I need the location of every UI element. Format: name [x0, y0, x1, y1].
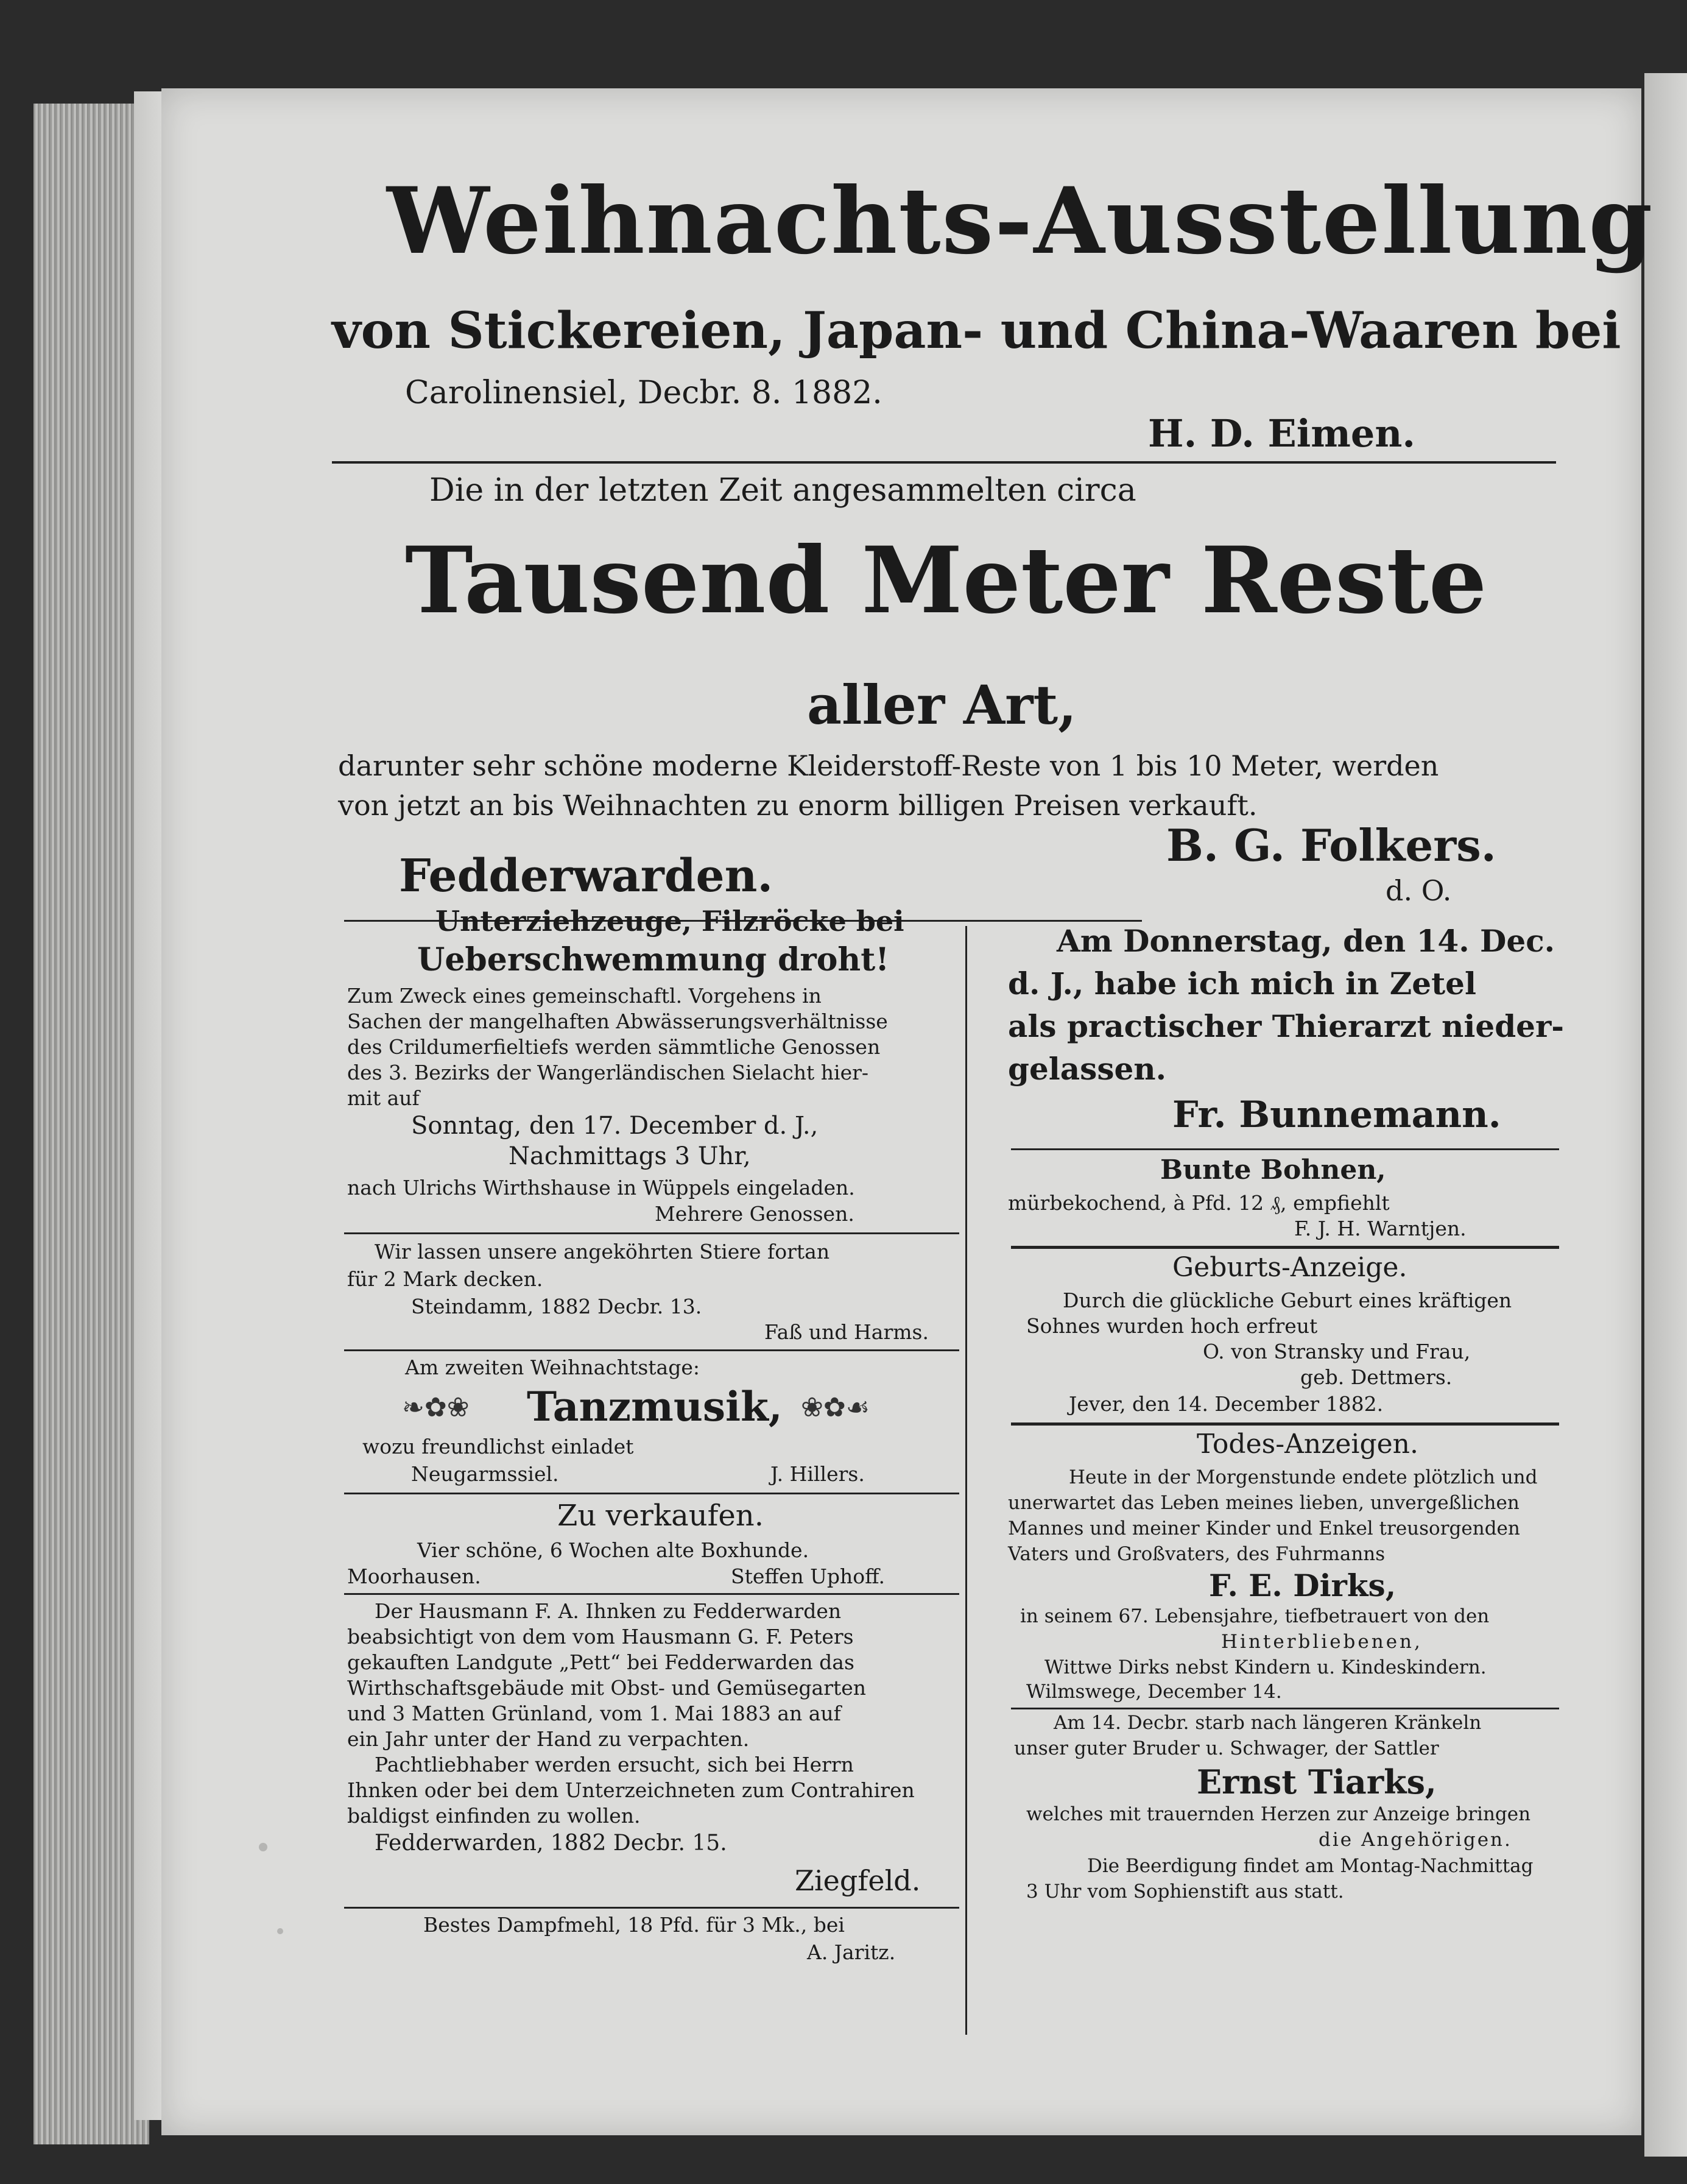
pacht-line-9: baldigst einfinden zu wollen.	[347, 1804, 641, 1828]
stiere-line-2: für 2 Mark decken.	[347, 1267, 543, 1291]
flood-title: Ueberschwemmung droht!	[417, 941, 890, 978]
bohnen-line: mürbekochend, à Pfd. 12 ₰, empfiehlt	[1008, 1191, 1390, 1215]
tanz-line: wozu freundlichst einladet	[362, 1435, 634, 1458]
flood-signature: Mehrere Genossen.	[655, 1202, 854, 1226]
divider	[344, 1907, 959, 1909]
page-title: Weihnachts-Ausstellung	[387, 168, 1654, 275]
header-firm: H. D. Eimen.	[1148, 411, 1415, 456]
tiarks-line-6: 3 Uhr vom Sophienstift aus statt.	[1026, 1881, 1344, 1903]
verkauf-place: Moorhausen.	[347, 1564, 481, 1588]
divider	[1011, 1708, 1559, 1709]
flood-line-1: Zum Zweck eines gemeinschaftl. Vorgehens in	[347, 984, 822, 1008]
folkers-line-1: darunter sehr schöne moderne Kleiderstoff-Reste von 1 bis 10 Meter, werden	[338, 749, 1439, 782]
tierarzt-line-3: als practischer Thierarzt nieder-	[1008, 1008, 1565, 1044]
tod-line-4: Vaters und Großvaters, des Fuhrmanns	[1008, 1543, 1386, 1565]
tiarks-line-1: Am 14. Decbr. starb nach längeren Kränkeln	[1054, 1712, 1482, 1734]
divider	[344, 1493, 959, 1494]
flood-time: Nachmittags 3 Uhr,	[509, 1142, 751, 1170]
folkers-date-sig: d. O.	[1386, 874, 1452, 907]
dampfmehl-line: Bestes Dampfmehl, 18 Pfd. für 3 Mk., bei	[423, 1913, 845, 1937]
tanz-place: Neugarmssiel.	[411, 1462, 559, 1486]
geburt-title: Geburts-Anzeige.	[1172, 1252, 1407, 1283]
divider	[344, 1232, 959, 1234]
folkers-place: Fedderwarden.	[399, 850, 773, 902]
tod-line-5: in seinem 67. Lebensjahre, tiefbetrauert von den	[1020, 1605, 1490, 1627]
geburt-place: Jever, den 14. December 1882.	[1069, 1392, 1384, 1416]
tiarks-line-3: welches mit trauernden Herzen zur Anzeige bringen	[1026, 1803, 1531, 1825]
unterzieh-ad: Unterziehzeuge, Filzröcke bei	[435, 905, 904, 938]
verkauf-title: Zu verkaufen.	[557, 1499, 764, 1533]
tod-signature: Wittwe Dirks nebst Kindern u. Kindeskindern.	[1044, 1656, 1487, 1678]
tiarks-name: Ernst Tiarks,	[1197, 1762, 1437, 1801]
folkers-intro: Die in der letzten Zeit angesammelten circa	[429, 472, 1136, 509]
flood-line-4: des 3. Bezirks der Wangerländischen Sielacht hier-	[347, 1061, 869, 1084]
column-divider	[965, 926, 967, 2035]
header-subtitle: von Stickereien, Japan- und China-Waaren bei	[332, 302, 1621, 360]
floral-ornament-icon: ❀✿☙	[801, 1392, 870, 1423]
folkers-subheadline: aller Art,	[807, 673, 1077, 737]
verkauf-signature: Steffen Uphoff.	[731, 1564, 885, 1588]
pacht-line-3: gekauften Landgute „Pett“ bei Fedderwarden das	[347, 1650, 854, 1674]
geburt-signature-1: O. von Stransky und Frau,	[1203, 1340, 1471, 1363]
tierarzt-line-4: gelassen.	[1008, 1051, 1167, 1087]
book-edge	[33, 104, 149, 2144]
pacht-line-2: beabsichtigt von dem vom Hausmann G. F. Peters	[347, 1625, 854, 1649]
pacht-line-8: Ihnken oder bei dem Unterzeichneten zum Contrahiren	[347, 1778, 915, 1802]
pacht-line-1: Der Hausmann F. A. Ihnken zu Fedderwarden	[375, 1599, 842, 1623]
pacht-line-5: und 3 Matten Grünland, vom 1. Mai 1883 an auf	[347, 1702, 841, 1725]
divider	[344, 1349, 959, 1351]
divider	[1011, 1246, 1559, 1249]
divider	[344, 1593, 959, 1595]
paper-speck	[277, 1928, 283, 1934]
divider	[1011, 1422, 1559, 1426]
geburt-line-1: Durch die glückliche Geburt eines kräftigen	[1063, 1288, 1512, 1312]
flood-line-5: mit auf	[347, 1086, 420, 1110]
stiere-place: Steindamm, 1882 Decbr. 13.	[411, 1295, 702, 1318]
tierarzt-line-1: Am Donnerstag, den 14. Dec.	[1057, 923, 1555, 959]
tod-name: F. E. Dirks,	[1209, 1567, 1396, 1603]
bohnen-signature: F. J. H. Warntjen.	[1294, 1217, 1467, 1240]
divider	[1011, 1148, 1559, 1150]
verkauf-line: Vier schöne, 6 Wochen alte Boxhunde.	[417, 1538, 809, 1562]
bohnen-title: Bunte Bohnen,	[1160, 1154, 1386, 1186]
tierarzt-line-2: d. J., habe ich mich in Zetel	[1008, 966, 1476, 1002]
newspaper-page	[161, 88, 1654, 2135]
divider	[332, 461, 1556, 464]
stiere-signature: Faß und Harms.	[764, 1320, 929, 1344]
dampfmehl-signature: A. Jaritz.	[807, 1940, 896, 1964]
tanz-title: Tanzmusik,	[527, 1383, 783, 1430]
header-place-date: Carolinensiel, Decbr. 8. 1882.	[405, 375, 882, 411]
folkers-headline: Tausend Meter Reste	[405, 527, 1487, 634]
tod-place: Wilmswege, December 14.	[1026, 1681, 1282, 1703]
stiere-line-1: Wir lassen unsere angeköhrten Stiere fortan	[375, 1240, 830, 1263]
tiarks-line-2: unser guter Bruder u. Schwager, der Sattler	[1014, 1737, 1439, 1759]
flood-place: nach Ulrichs Wirthshause in Wüppels eingeladen.	[347, 1176, 855, 1200]
folkers-line-2: von jetzt an bis Weihnachten zu enorm billigen Preisen verkauft.	[338, 789, 1258, 822]
geburt-line-2: Sohnes wurden hoch erfreut	[1026, 1314, 1318, 1338]
pacht-line-4: Wirthschaftsgebäude mit Obst- und Gemüsegarten	[347, 1676, 867, 1700]
flood-line-2: Sachen der mangelhaften Abwässerungsverhältnisse	[347, 1009, 888, 1033]
tanz-signature: J. Hillers.	[770, 1462, 865, 1486]
pacht-signature: Ziegfeld.	[795, 1864, 921, 1897]
tod-line-2: unerwartet das Leben meines lieben, unvergeßlichen	[1008, 1492, 1520, 1514]
tod-line-3: Mannes und meiner Kinder und Enkel treusorgenden	[1008, 1518, 1520, 1539]
tod-title: Todes-Anzeigen.	[1197, 1429, 1419, 1460]
pacht-line-7: Pachtliebhaber werden ersucht, sich bei Herrn	[375, 1753, 854, 1776]
tanz-intro: Am zweiten Weihnachtstage:	[405, 1355, 700, 1379]
floral-ornament-icon: ❧✿❀	[402, 1392, 470, 1423]
paper-speck	[259, 1843, 267, 1851]
pacht-place: Fedderwarden, 1882 Decbr. 15.	[375, 1831, 727, 1856]
pacht-line-6: ein Jahr unter der Hand zu verpachten.	[347, 1727, 750, 1751]
tiarks-line-5: Die Beerdigung findet am Montag-Nachmittag	[1087, 1855, 1534, 1877]
tierarzt-signature: Fr. Bunnemann.	[1172, 1094, 1501, 1136]
tiarks-line-4: die Angehörigen.	[1319, 1829, 1512, 1851]
folkers-signature: B. G. Folkers.	[1166, 819, 1496, 871]
flood-date: Sonntag, den 17. December d. J.,	[411, 1112, 819, 1140]
geburt-signature-2: geb. Dettmers.	[1300, 1365, 1453, 1389]
tod-line-6: Hinterbliebenen,	[1221, 1631, 1423, 1653]
next-page-edge	[1644, 73, 1687, 2157]
tod-line-1: Heute in der Morgenstunde endete plötzlich und	[1069, 1466, 1538, 1488]
flood-line-3: des Crildumerfieltiefs werden sämmtliche Genossen	[347, 1035, 881, 1059]
